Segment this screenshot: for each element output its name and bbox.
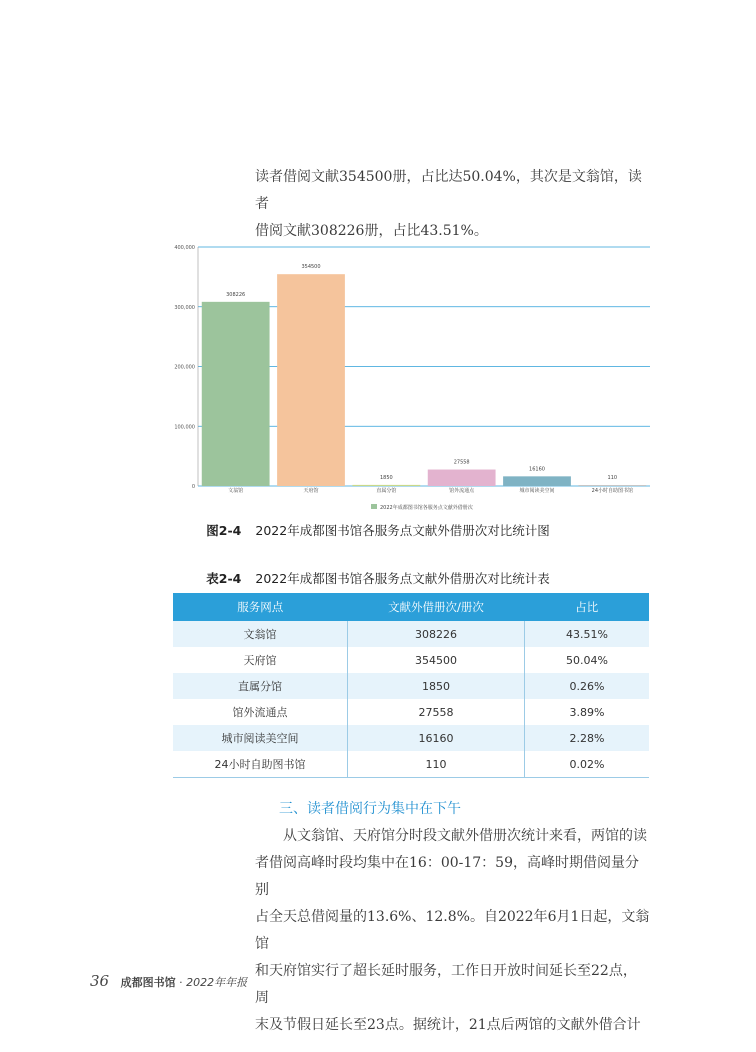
x-tick-label: 馆外流通点 [449, 488, 475, 494]
paragraph-line: 和天府馆实行了超长延时服务，工作日开放时间延长至22点，周 [255, 963, 637, 1006]
cell-share: 0.26% [525, 673, 650, 699]
table-row [173, 699, 649, 725]
figure-caption-text: 2022年成都图书馆各服务点文献外借册次对比统计图 [255, 523, 550, 538]
bar [202, 302, 270, 486]
x-tick-label: 24小时自助图书馆 [591, 488, 634, 494]
cell-service-point: 城市阅读美空间 [173, 725, 348, 751]
bar-value-label: 308226 [226, 291, 246, 298]
paragraph-line: 末及节假日延长至23点。据统计，21点后两馆的文献外借合计 [255, 1017, 641, 1033]
cell-share: 43.51% [525, 621, 650, 647]
cell-service-point: 天府馆 [173, 647, 348, 673]
body-paragraph [255, 823, 650, 1039]
cell-service-point: 直属分馆 [173, 673, 348, 699]
x-tick-label: 直属分馆 [376, 488, 397, 494]
header-share: 占比 [525, 593, 650, 621]
legend-label: 2022年成都图书馆各服务点文献外借册次 [380, 505, 473, 511]
bar-value-label: 16160 [529, 466, 545, 473]
cell-service-point: 馆外流通点 [173, 699, 348, 725]
bar [503, 476, 571, 486]
header-loan-count: 文献外借册次/册次 [348, 593, 525, 621]
bar-chart [168, 238, 658, 518]
y-tick-label: 300,000 [174, 304, 195, 311]
bar [352, 485, 420, 486]
cell-loan-count: 110 [348, 751, 525, 778]
chart-legend [371, 504, 473, 511]
figure-caption [0, 521, 756, 539]
paragraph-line: 读者借阅文献354500册，占比达50.04%，其次是文翁馆，读者 [255, 169, 642, 212]
bar-value-label: 354500 [301, 264, 321, 271]
table-row [173, 621, 649, 647]
x-axis-labels [228, 487, 633, 494]
bar-value-label: 110 [607, 475, 618, 481]
y-tick-label: 400,000 [174, 245, 195, 251]
x-tick-label: 天府馆 [303, 488, 319, 494]
page-footer [90, 972, 247, 990]
y-tick-label: 0 [191, 484, 195, 490]
cell-share: 50.04% [525, 647, 650, 673]
cell-loan-count: 1850 [348, 673, 525, 699]
y-tick-label: 100,000 [174, 424, 195, 431]
intro-paragraph [255, 164, 650, 245]
cell-share: 2.28% [525, 725, 650, 751]
table-row [173, 647, 649, 673]
paragraph-line: 者借阅高峰时段均集中在16：00-17：59，高峰时期借阅量分别 [255, 855, 639, 898]
y-axis-ticks [174, 245, 195, 490]
bar [277, 274, 345, 486]
bar [428, 470, 496, 486]
table-row [173, 725, 649, 751]
page-number: 36 [90, 972, 110, 990]
bar-value-label: 1850 [379, 474, 393, 481]
figure-number: 图2-4 [206, 523, 242, 538]
x-tick-label: 城市阅读美空间 [519, 488, 555, 494]
cell-share: 0.02% [525, 751, 650, 778]
cell-service-point: 文翁馆 [173, 621, 348, 647]
footer-separator: · [179, 976, 183, 989]
stats-table [173, 593, 649, 778]
table-row [173, 673, 649, 699]
table-number: 表2-4 [206, 571, 242, 586]
cell-loan-count: 354500 [348, 647, 525, 673]
footer-subtitle: 2022年年报 [186, 976, 248, 989]
legend-swatch [371, 504, 377, 509]
cell-loan-count: 308226 [348, 621, 525, 647]
paragraph-line: 借阅文献308226册，占比43.51%。 [255, 223, 488, 239]
cell-service-point: 24小时自助图书馆 [173, 751, 348, 778]
table-header-row [173, 593, 649, 621]
footer-title: 成都图书馆 [120, 976, 176, 989]
y-tick-label: 200,000 [174, 364, 195, 371]
cell-share: 3.89% [525, 699, 650, 725]
bar-value-label: 27558 [453, 459, 470, 466]
chart-bars [202, 274, 646, 486]
x-tick-label: 文翁馆 [228, 488, 244, 494]
paragraph-line: 占全天总借阅量的13.6%、12.8%。自2022年6月1日起，文翁馆 [255, 909, 650, 952]
table-row [173, 751, 649, 778]
paragraph-line: 从文翁馆、天府馆分时段文献外借册次统计来看，两馆的读 [283, 828, 647, 844]
table-caption [0, 569, 756, 587]
table-caption-text: 2022年成都图书馆各服务点文献外借册次对比统计表 [255, 571, 550, 586]
section-heading: 三、读者借阅行为集中在下午 [279, 801, 461, 817]
header-service-point: 服务网点 [173, 593, 348, 621]
cell-loan-count: 27558 [348, 699, 525, 725]
bar [578, 485, 646, 486]
cell-loan-count: 16160 [348, 725, 525, 751]
